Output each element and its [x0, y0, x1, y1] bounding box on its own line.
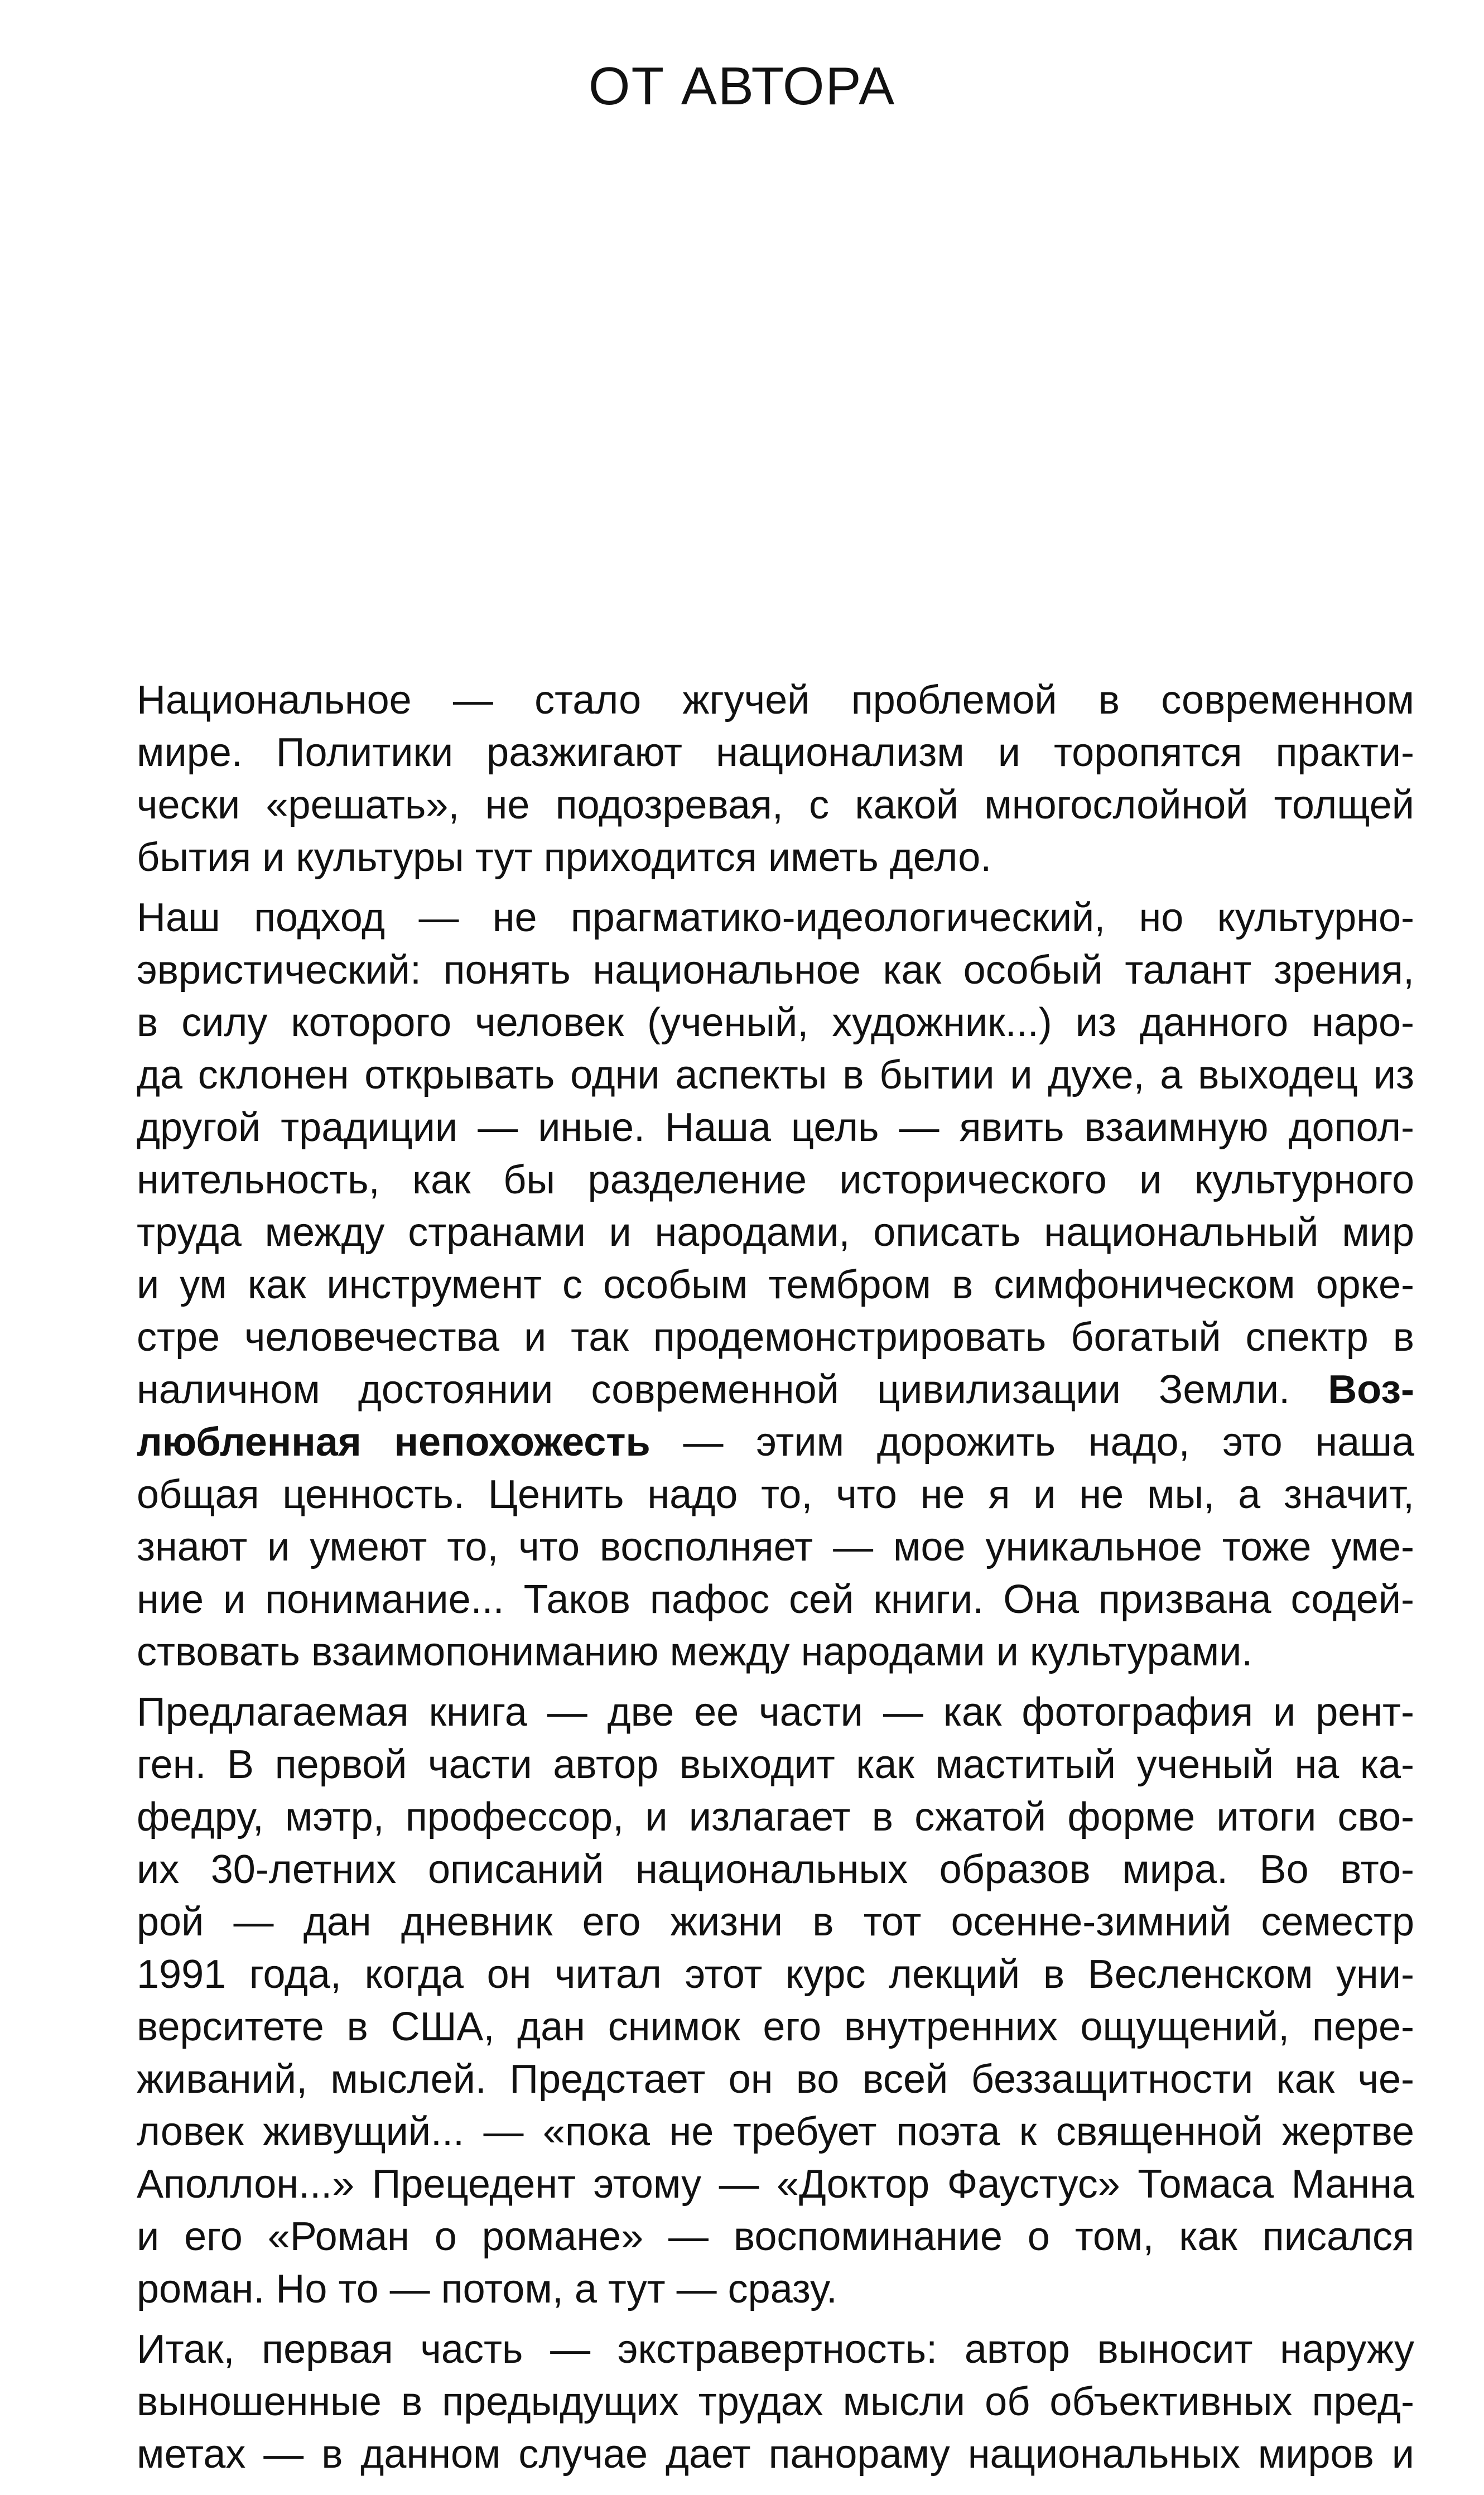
paragraph-2 — [137, 892, 1414, 1678]
text-line: роман. Но то — потом, а тут — сразу. — [137, 2267, 837, 2311]
text-line-with-bold — [137, 1416, 1414, 1468]
page-title: ОТ АВТОРА — [588, 56, 896, 116]
text-segment: наличном достоянии современной цивилизации Земли. — [137, 1367, 1290, 1412]
bold-phrase-end: любленная непохожесть — [137, 1420, 651, 1465]
text-line: ствовать взаимопониманию между народами и культурами. — [137, 1630, 1253, 1674]
text-line: верситете в США, дан снимок его внутренних ощущений, пере- — [137, 2005, 1414, 2049]
text-line: ние и понимание... Таков пафос сей книги. Она призвана содей- — [137, 1577, 1414, 1622]
text-line: Итак, первая часть — экстравертность: автор выносит наружу — [137, 2327, 1414, 2372]
text-line: Предлагаемая книга — две ее части — как фотография и рент- — [137, 1690, 1414, 1735]
text-line-with-bold — [137, 1364, 1414, 1416]
text-line: эвристический: понять национальное как особый талант зрения, — [137, 948, 1414, 993]
text-line: Национальное — стало жгучей проблемой в современном — [137, 678, 1414, 723]
text-line: и ум как инструмент с особым тембром в симфоническом орке- — [137, 1263, 1414, 1307]
text-line: нительность, как бы разделение исторического и культурного — [137, 1158, 1414, 1202]
text-line: ген. В первой части автор выходит как маститый ученый на ка- — [137, 1742, 1414, 1787]
paragraph-4 — [137, 2323, 1414, 2480]
text-line: да склонен открывать одни аспекты в бытии и духе, а выходец из — [137, 1053, 1414, 1097]
text-line: в силу которого человек (ученый, художник...) из данного наро- — [137, 1000, 1414, 1045]
text-line: стре человечества и так продемонстрировать богатый спектр в — [137, 1315, 1414, 1360]
text-line: и его «Роман о романе» — воспоминание о том, как писался — [137, 2214, 1414, 2259]
text-line: другой традиции — иные. Наша цель — явить взаимную допол- — [137, 1105, 1414, 1150]
text-line: живаний, мыслей. Предстает он во всей беззащитности как че- — [137, 2057, 1414, 2102]
bold-phrase-start: Воз- — [1328, 1367, 1414, 1412]
text-segment: — этим дорожить надо, это наша — [650, 1420, 1415, 1465]
text-line: Наш подход — не прагматико-идеологический, но культурно- — [137, 895, 1414, 940]
text-line: метах — в данном случае дает панораму национальных миров и — [137, 2432, 1414, 2477]
text-line: труда между странами и народами, описать национальный мир — [137, 1210, 1414, 1255]
paragraph-3 — [137, 1686, 1414, 2315]
text-line: ловек живущий... — «пока не требует поэта к священной жертве — [137, 2109, 1414, 2154]
text-line: бытия и культуры тут приходится иметь дело. — [137, 835, 992, 880]
body-text — [137, 674, 1414, 2480]
paragraph-1 — [137, 674, 1414, 884]
text-line: знают и умеют то, что восполняет — мое уникальное тоже уме- — [137, 1525, 1414, 1569]
text-line: выношенные в предыдущих трудах мысли об объективных пред- — [137, 2380, 1414, 2424]
text-line: мире. Политики разжигают национализм и торопятся практи- — [137, 730, 1414, 775]
text-line: их 30-летних описаний национальных образов мира. Во вто- — [137, 1847, 1414, 1892]
text-line: 1991 года, когда он читал этот курс лекций в Весленском уни- — [137, 1952, 1414, 1997]
text-line: Аполлон...» Прецедент этому — «Доктор Фаустус» Томаса Манна — [137, 2162, 1414, 2207]
text-line: общая ценность. Ценить надо то, что не я и не мы, а значит, — [137, 1472, 1414, 1517]
text-line: федру, мэтр, профессор, и излагает в сжатой форме итоги сво- — [137, 1795, 1414, 1839]
text-line: чески «решать», не подозревая, с какой многослойной толщей — [137, 783, 1414, 827]
text-line: рой — дан дневник его жизни в тот осенне-зимний семестр — [137, 1900, 1414, 1944]
